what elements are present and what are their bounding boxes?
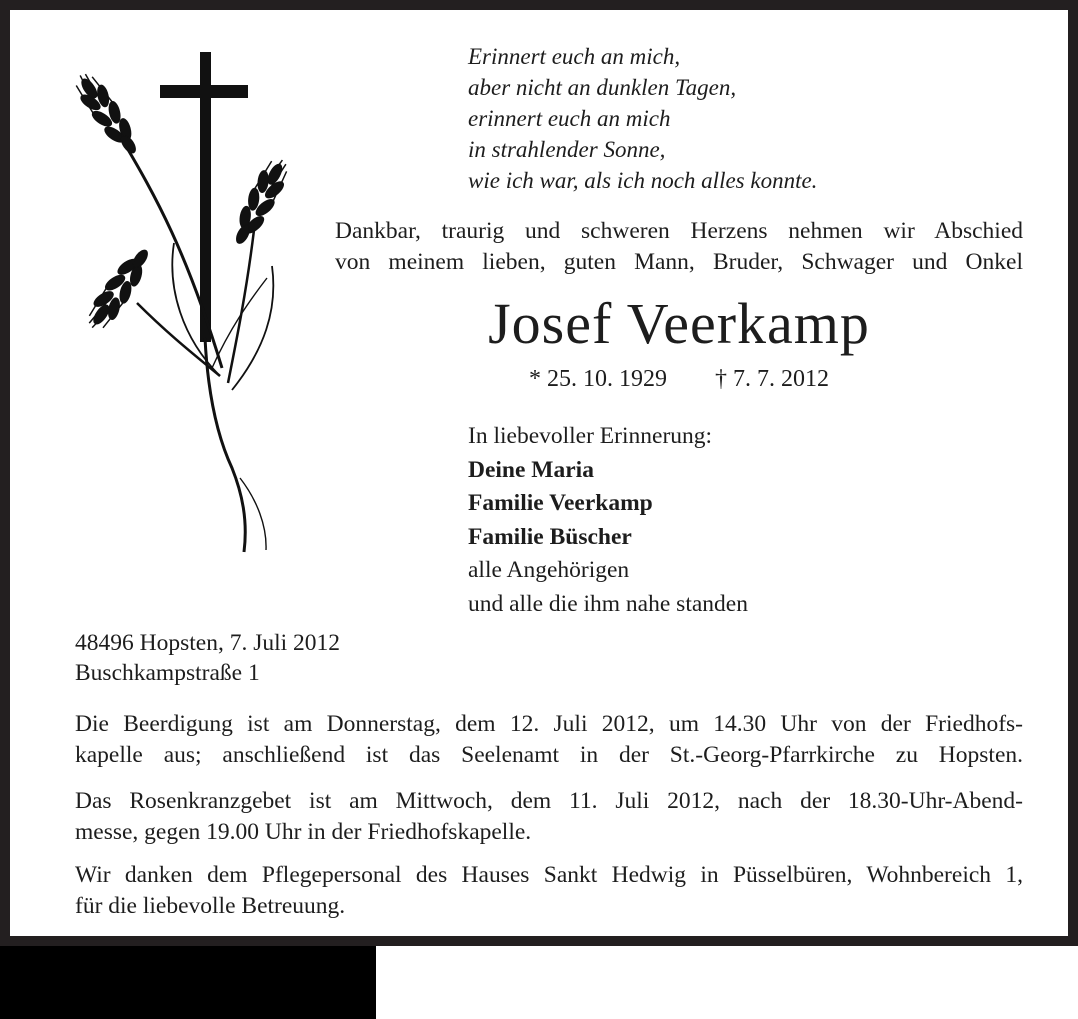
cross-and-wheat-icon (62, 38, 332, 583)
redaction-block (0, 946, 376, 1019)
thanks-line: Wir danken dem Pflegepersonal des Hauses Sankt Hedwig in Püsselbüren, Wohnbereich 1, (75, 862, 1023, 888)
rosary-line: Das Rosenkranzgebet ist am Mittwoch, dem 11. Juli 2012, nach der 18.30-Uhr-Abend- (75, 788, 1023, 814)
burial-line: kapelle aus; anschließend ist das Seelenamt in der St.-Georg-Pfarrkirche zu Hopsten. (75, 742, 1023, 768)
mourner-name: Deine Maria (468, 456, 594, 483)
street-line: Buschkampstraße 1 (75, 660, 260, 686)
address-block (75, 628, 340, 688)
mourner-line: alle Angehörigen (468, 557, 630, 583)
poem-line: erinnert euch an mich (468, 106, 671, 131)
mourner-line: und alle die ihm nahe standen (468, 590, 748, 617)
rosary-paragraph (75, 786, 1023, 848)
thanks-paragraph (75, 860, 1023, 922)
rosary-line: messe, gegen 19.00 Uhr in der Friedhofskapelle. (75, 819, 532, 845)
mourner-name: Familie Veerkamp (468, 490, 653, 516)
memorial-poem (468, 41, 817, 196)
deceased-name: Josef Veerkamp (488, 291, 870, 356)
mourners-block (468, 420, 748, 621)
remembrance-heading: In liebevoller Erinnerung: (468, 423, 713, 449)
intro-line: Dankbar, traurig und schweren Herzens nehmen wir Abschied (335, 218, 1023, 244)
poem-line: Erinnert euch an mich, (468, 44, 681, 69)
poem-line: aber nicht an dunklen Tagen, (468, 75, 737, 100)
burial-paragraph (75, 709, 1023, 771)
birth-date: * 25. 10. 1929 (529, 366, 667, 392)
life-dates (335, 365, 1023, 393)
death-date: † 7. 7. 2012 (715, 366, 829, 392)
poem-line: wie ich war, als ich noch alles konnte. (468, 168, 818, 193)
intro-line: von meinem lieben, guten Mann, Bruder, Schwager und Onkel (335, 249, 1023, 275)
thanks-line: für die liebevolle Betreuung. (75, 893, 346, 919)
farewell-intro (335, 216, 1023, 278)
mourner-name: Familie Büscher (468, 523, 632, 550)
place-date-line: 48496 Hopsten, 7. Juli 2012 (75, 630, 341, 656)
poem-line: in strahlender Sonne, (468, 137, 666, 162)
burial-line: Die Beerdigung ist am Donnerstag, dem 12. Juli 2012, um 14.30 Uhr von der Friedhofs- (75, 711, 1023, 737)
